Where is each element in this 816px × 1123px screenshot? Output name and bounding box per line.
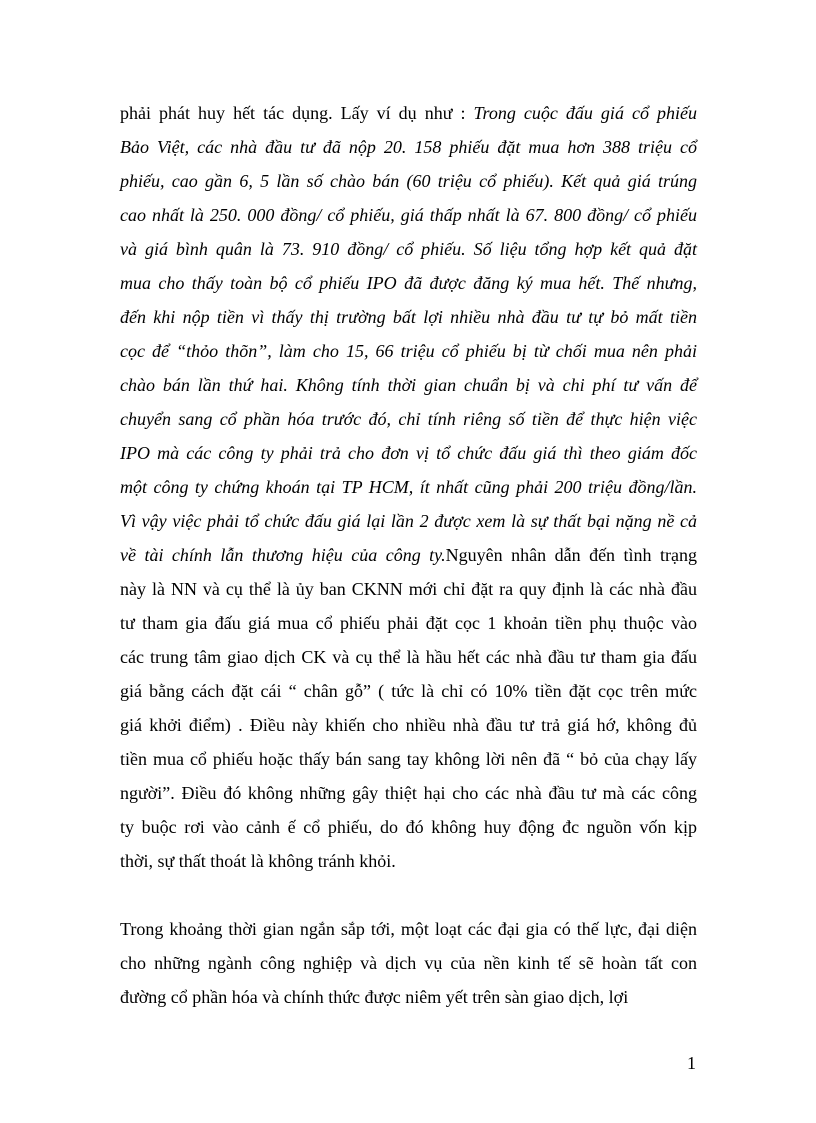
paragraph-1-line-5: và giá bình quân là 73. 910 đồng/ cổ phiếu. Số liệu tổng hợp kết quả đặt <box>120 239 697 259</box>
paragraph-1-line-8: cọc để “thỏo thõn”, làm cho 15, 66 triệu cổ phiếu bị từ chối mua nên phải <box>120 341 697 361</box>
paragraph-1-line-15: này là NN và cụ thể là ủy ban CKNN mới chỉ đặt ra quy định là các nhà đầu <box>120 579 697 599</box>
paragraph-1-line-1 <box>120 102 697 124</box>
paragraph-1-line-7: đến khi nộp tiền vì thấy thị trường bất lợi nhiều nhà đầu tư tự bỏ mất tiền <box>120 307 697 327</box>
italic-text-run: Trong cuộc đấu giá cổ phiếu <box>473 103 697 123</box>
page-number: 1 <box>687 1053 696 1073</box>
paragraph-1-line-20: tiền mua cổ phiếu hoặc thấy bán sang tay không lời nên đã “ bỏ của chạy lấy <box>120 749 697 769</box>
paragraph-1-line-3: phiếu, cao gần 6, 5 lần số chào bán (60 triệu cổ phiếu). Kết quả giá trúng <box>120 171 697 191</box>
paragraph-1-line-11: IPO mà các công ty phải trả cho đơn vị tổ chức đấu giá thì theo giám đốc <box>120 443 697 463</box>
paragraph-1-line-2: Bảo Việt, các nhà đầu tư đã nộp 20. 158 phiếu đặt mua hơn 388 triệu cổ <box>120 137 697 157</box>
paragraph-1-line-22: ty buộc rơi vào cảnh ế cổ phiếu, do đó không huy động đc nguồn vốn kịp <box>120 817 697 837</box>
paragraph-1-line-12: một công ty chứng khoán tại TP HCM, ít nhất cũng phải 200 triệu đồng/lần. <box>120 477 697 497</box>
paragraph-1-line-10: chuyển sang cổ phần hóa trước đó, chỉ tính riêng số tiền để thực hiện việc <box>120 409 697 429</box>
paragraph-1-line-14 <box>120 544 697 566</box>
paragraph-1-line-4: cao nhất là 250. 000 đồng/ cổ phiếu, giá thấp nhất là 67. 800 đồng/ cổ phiếu <box>120 205 697 225</box>
paragraph-1-line-21: người”. Điều đó không những gây thiệt hại cho các nhà đầu tư mà các công <box>120 783 697 803</box>
paragraph-1-line-6: mua cho thấy toàn bộ cổ phiếu IPO đã được đăng ký mua hết. Thế nhưng, <box>120 273 697 293</box>
paragraph-1-line-13: Vì vậy việc phải tổ chức đấu giá lại lần 2 được xem là sự thất bại nặng nề cả <box>120 511 697 531</box>
paragraph-2-line-1: Trong khoảng thời gian ngắn sắp tới, một loạt các đại gia có thế lực, đại diện <box>120 919 697 939</box>
paragraph-1-line-9: chào bán lần thứ hai. Không tính thời gian chuẩn bị và chi phí tư vấn để <box>120 375 697 395</box>
paragraph-1-line-19: giá khởi điểm) . Điều này khiến cho nhiều nhà đầu tư trả giá hớ, không đủ <box>120 715 697 735</box>
paragraph-1-line-17: các trung tâm giao dịch CK và cụ thể là hầu hết các nhà đầu tư tham gia đấu <box>120 647 697 667</box>
paragraph-1-line-23: thời, sự thất thoát là không tránh khỏi. <box>120 851 396 871</box>
paragraph-1-line-18: giá bằng cách đặt cái “ chân gỗ” ( tức là chỉ có 10% tiền đặt cọc trên mức <box>120 681 697 701</box>
text-run: Nguyên nhân dẫn đến tình trạng <box>445 545 697 565</box>
paragraph-2-line-2: cho những ngành công nghiệp và dịch vụ của nền kinh tế sẽ hoàn tất con <box>120 953 697 973</box>
paragraph-1-line-16: tư tham gia đấu giá mua cổ phiếu phải đặt cọc 1 khoản tiền phụ thuộc vào <box>120 613 697 633</box>
text-run: phải phát huy hết tác dụng. Lấy ví dụ như : <box>120 103 474 123</box>
italic-text-run: về tài chính lẫn thương hiệu của công ty. <box>120 545 446 565</box>
paragraph-2-line-3: đường cổ phần hóa và chính thức được niêm yết trên sàn giao dịch, lợi <box>120 987 629 1007</box>
